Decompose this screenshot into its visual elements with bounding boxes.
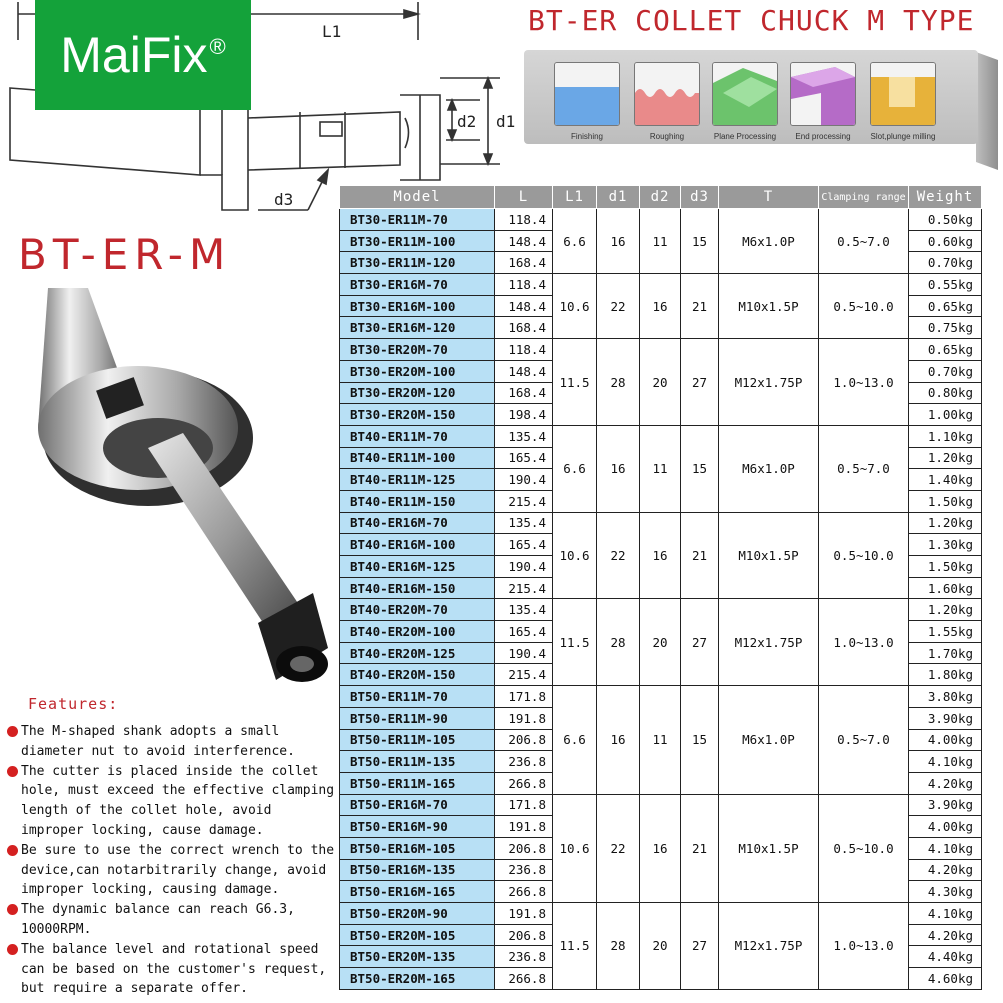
header-t: T <box>719 186 819 209</box>
l-cell: 168.4 <box>495 252 553 274</box>
d1-cell: 22 <box>597 512 640 599</box>
l-cell: 215.4 <box>495 577 553 599</box>
model-cell: BT50-ER20M-135 <box>340 946 495 968</box>
table-row <box>340 512 982 534</box>
weight-cell: 1.70kg <box>909 642 982 664</box>
l-cell: 135.4 <box>495 425 553 447</box>
l1-cell: 10.6 <box>553 512 597 599</box>
model-cell: BT40-ER20M-125 <box>340 642 495 664</box>
weight-cell: 0.70kg <box>909 252 982 274</box>
spec-table <box>339 185 982 990</box>
d3-cell: 27 <box>681 903 719 990</box>
l-cell: 135.4 <box>495 599 553 621</box>
thread-cell: M6x1.0P <box>719 425 819 512</box>
weight-cell: 1.20kg <box>909 447 982 469</box>
d2-cell: 16 <box>640 794 681 902</box>
feature-item: The cutter is placed inside the collet hole, must exceed the effective clamping length of the collet hole, avoid improper locking, cause damage. <box>6 762 338 841</box>
weight-cell: 1.10kg <box>909 425 982 447</box>
d3-label: d3 <box>274 190 294 209</box>
processing-label: Plane Processing <box>713 132 777 141</box>
model-cell: BT40-ER16M-150 <box>340 577 495 599</box>
model-cell: BT30-ER20M-120 <box>340 382 495 404</box>
l-cell: 118.4 <box>495 274 553 296</box>
table-row <box>340 209 982 231</box>
model-cell: BT40-ER20M-100 <box>340 621 495 643</box>
weight-cell: 1.00kg <box>909 404 982 426</box>
d2-cell: 20 <box>640 599 681 686</box>
processing-roughing <box>634 62 700 141</box>
d2-cell: 20 <box>640 903 681 990</box>
model-cell: BT50-ER20M-105 <box>340 924 495 946</box>
spec-table-body <box>340 209 982 990</box>
l-cell: 236.8 <box>495 946 553 968</box>
l-cell: 148.4 <box>495 360 553 382</box>
l-cell: 236.8 <box>495 859 553 881</box>
d2-cell: 11 <box>640 686 681 794</box>
model-cell: BT30-ER11M-70 <box>340 209 495 231</box>
l1-cell: 6.6 <box>553 209 597 274</box>
d3-cell: 21 <box>681 274 719 339</box>
d3-cell: 15 <box>681 686 719 794</box>
l1-cell: 10.6 <box>553 794 597 902</box>
clamping-range-cell: 0.5~10.0 <box>819 794 909 902</box>
l-cell: 118.4 <box>495 339 553 361</box>
weight-cell: 0.75kg <box>909 317 982 339</box>
d3-cell: 21 <box>681 794 719 902</box>
weight-cell: 0.60kg <box>909 230 982 252</box>
processing-plane <box>712 62 778 141</box>
header-d2: d2 <box>640 186 681 209</box>
d3-cell: 21 <box>681 512 719 599</box>
header-l: L <box>495 186 553 209</box>
d1-label: d1 <box>496 112 516 131</box>
d1-cell: 16 <box>597 209 640 274</box>
feature-item: The balance level and rotational speed can be based on the customer's request, but require a separate offer. <box>6 940 338 999</box>
l-cell: 215.4 <box>495 490 553 512</box>
roughing-icon <box>634 62 700 126</box>
l-cell: 165.4 <box>495 534 553 556</box>
weight-cell: 1.50kg <box>909 490 982 512</box>
processing-label: Finishing <box>570 132 603 141</box>
l1-label: L1 <box>322 22 342 41</box>
l1-cell: 11.5 <box>553 903 597 990</box>
d1-cell: 16 <box>597 686 640 794</box>
model-cell: BT50-ER11M-135 <box>340 751 495 773</box>
d3-cell: 15 <box>681 209 719 274</box>
thread-cell: M6x1.0P <box>719 686 819 794</box>
processing-end <box>790 62 856 141</box>
model-cell: BT30-ER16M-100 <box>340 295 495 317</box>
model-cell: BT40-ER16M-100 <box>340 534 495 556</box>
header-model: Model <box>340 186 495 209</box>
weight-cell: 1.50kg <box>909 556 982 578</box>
weight-cell: 3.80kg <box>909 686 982 708</box>
table-row <box>340 339 982 361</box>
weight-cell: 1.20kg <box>909 512 982 534</box>
d1-cell: 22 <box>597 794 640 902</box>
model-cell: BT40-ER20M-70 <box>340 599 495 621</box>
header-l1: L1 <box>553 186 597 209</box>
model-cell: BT50-ER16M-105 <box>340 837 495 859</box>
d2-cell: 11 <box>640 209 681 274</box>
l1-cell: 11.5 <box>553 599 597 686</box>
l-cell: 190.4 <box>495 469 553 491</box>
plane-processing-icon <box>712 62 778 126</box>
model-cell: BT30-ER11M-120 <box>340 252 495 274</box>
l-cell: 148.4 <box>495 295 553 317</box>
weight-cell: 4.00kg <box>909 816 982 838</box>
l1-cell: 6.6 <box>553 686 597 794</box>
l1-cell: 11.5 <box>553 339 597 426</box>
model-cell: BT40-ER11M-150 <box>340 490 495 512</box>
model-cell: BT30-ER16M-70 <box>340 274 495 296</box>
l-cell: 266.8 <box>495 772 553 794</box>
l-cell: 135.4 <box>495 512 553 534</box>
thread-cell: M6x1.0P <box>719 209 819 274</box>
table-row <box>340 599 982 621</box>
l-cell: 165.4 <box>495 447 553 469</box>
weight-cell: 3.90kg <box>909 707 982 729</box>
weight-cell: 0.65kg <box>909 339 982 361</box>
features-title: Features: <box>28 695 119 713</box>
features-list <box>6 722 338 999</box>
l-cell: 206.8 <box>495 729 553 751</box>
processing-label: Slot,plunge milling <box>870 132 936 141</box>
thread-cell: M10x1.5P <box>719 512 819 599</box>
l-cell: 168.4 <box>495 382 553 404</box>
weight-cell: 4.20kg <box>909 772 982 794</box>
model-cell: BT30-ER20M-100 <box>340 360 495 382</box>
thread-cell: M12x1.75P <box>719 903 819 990</box>
model-cell: BT40-ER16M-125 <box>340 556 495 578</box>
model-cell: BT30-ER20M-150 <box>340 404 495 426</box>
table-row <box>340 686 982 708</box>
thread-cell: M12x1.75P <box>719 599 819 686</box>
d2-cell: 16 <box>640 274 681 339</box>
clamping-range-cell: 0.5~7.0 <box>819 425 909 512</box>
d2-cell: 11 <box>640 425 681 512</box>
l-cell: 215.4 <box>495 664 553 686</box>
l-cell: 206.8 <box>495 924 553 946</box>
clamping-range-cell: 1.0~13.0 <box>819 339 909 426</box>
page-title: BT-ER COLLET CHUCK M TYPE <box>528 4 975 37</box>
weight-cell: 4.10kg <box>909 903 982 925</box>
l-cell: 191.8 <box>495 903 553 925</box>
d1-cell: 16 <box>597 425 640 512</box>
weight-cell: 0.80kg <box>909 382 982 404</box>
d2-label: d2 <box>457 112 477 131</box>
d2-cell: 20 <box>640 339 681 426</box>
product-photo <box>8 288 338 698</box>
d3-cell: 27 <box>681 339 719 426</box>
processing-slot <box>870 62 936 141</box>
feature-item: The M-shaped shank adopts a small diameter nut to avoid interference. <box>6 722 338 762</box>
header-clamping-range: Clamping range <box>819 186 909 209</box>
weight-cell: 0.55kg <box>909 274 982 296</box>
l-cell: 118.4 <box>495 209 553 231</box>
processing-panel <box>524 50 978 144</box>
model-cell: BT50-ER16M-135 <box>340 859 495 881</box>
model-cell: BT50-ER11M-105 <box>340 729 495 751</box>
weight-cell: 1.55kg <box>909 621 982 643</box>
model-cell: BT50-ER11M-165 <box>340 772 495 794</box>
registered-mark: ® <box>209 34 226 59</box>
clamping-range-cell: 0.5~10.0 <box>819 512 909 599</box>
d3-cell: 27 <box>681 599 719 686</box>
l-cell: 266.8 <box>495 968 553 990</box>
model-cell: BT40-ER16M-70 <box>340 512 495 534</box>
weight-cell: 0.70kg <box>909 360 982 382</box>
feature-item: The dynamic balance can reach G6.3, 10000RPM. <box>6 900 338 940</box>
weight-cell: 0.65kg <box>909 295 982 317</box>
weight-cell: 1.30kg <box>909 534 982 556</box>
d1-cell: 22 <box>597 274 640 339</box>
header-d3: d3 <box>681 186 719 209</box>
product-name: BT-ER-M <box>18 230 232 279</box>
d2-cell: 16 <box>640 512 681 599</box>
model-cell: BT50-ER11M-70 <box>340 686 495 708</box>
model-cell: BT50-ER16M-70 <box>340 794 495 816</box>
table-row <box>340 425 982 447</box>
d1-cell: 28 <box>597 903 640 990</box>
brand-name: MaiFix <box>60 27 208 83</box>
processing-panel-side <box>976 52 998 170</box>
l-cell: 171.8 <box>495 686 553 708</box>
model-cell: BT40-ER11M-125 <box>340 469 495 491</box>
l-cell: 168.4 <box>495 317 553 339</box>
feature-item: Be sure to use the correct wrench to the device,can notarbitrarily change, avoid improper locking, causing damage. <box>6 841 338 900</box>
l1-cell: 6.6 <box>553 425 597 512</box>
l-cell: 171.8 <box>495 794 553 816</box>
model-cell: BT40-ER11M-70 <box>340 425 495 447</box>
table-header-row <box>340 186 982 209</box>
l1-cell: 10.6 <box>553 274 597 339</box>
table-row <box>340 274 982 296</box>
processing-label: Roughing <box>649 132 685 141</box>
thread-cell: M12x1.75P <box>719 339 819 426</box>
model-cell: BT30-ER20M-70 <box>340 339 495 361</box>
processing-finishing <box>554 62 620 141</box>
l-cell: 165.4 <box>495 621 553 643</box>
l-cell: 198.4 <box>495 404 553 426</box>
table-row <box>340 903 982 925</box>
model-cell: BT30-ER11M-100 <box>340 230 495 252</box>
model-cell: BT50-ER16M-90 <box>340 816 495 838</box>
table-row <box>340 794 982 816</box>
thread-cell: M10x1.5P <box>719 274 819 339</box>
weight-cell: 1.20kg <box>909 599 982 621</box>
thread-cell: M10x1.5P <box>719 794 819 902</box>
brand-logo <box>35 0 251 110</box>
l-cell: 148.4 <box>495 230 553 252</box>
header-weight: Weight <box>909 186 982 209</box>
weight-cell: 4.10kg <box>909 837 982 859</box>
weight-cell: 4.20kg <box>909 859 982 881</box>
header-d1: d1 <box>597 186 640 209</box>
model-cell: BT40-ER20M-150 <box>340 664 495 686</box>
model-cell: BT50-ER11M-90 <box>340 707 495 729</box>
clamping-range-cell: 0.5~10.0 <box>819 274 909 339</box>
weight-cell: 1.40kg <box>909 469 982 491</box>
clamping-range-cell: 1.0~13.0 <box>819 599 909 686</box>
weight-cell: 4.00kg <box>909 729 982 751</box>
processing-label: End processing <box>795 132 851 141</box>
d1-cell: 28 <box>597 339 640 426</box>
weight-cell: 4.60kg <box>909 968 982 990</box>
l-cell: 191.8 <box>495 707 553 729</box>
l-cell: 236.8 <box>495 751 553 773</box>
weight-cell: 4.10kg <box>909 751 982 773</box>
l-cell: 191.8 <box>495 816 553 838</box>
l-cell: 190.4 <box>495 642 553 664</box>
weight-cell: 4.40kg <box>909 946 982 968</box>
finishing-icon <box>554 62 620 126</box>
weight-cell: 3.90kg <box>909 794 982 816</box>
clamping-range-cell: 0.5~7.0 <box>819 686 909 794</box>
model-cell: BT30-ER16M-120 <box>340 317 495 339</box>
weight-cell: 0.50kg <box>909 209 982 231</box>
l-cell: 266.8 <box>495 881 553 903</box>
d3-cell: 15 <box>681 425 719 512</box>
weight-cell: 1.60kg <box>909 577 982 599</box>
model-cell: BT50-ER20M-90 <box>340 903 495 925</box>
model-cell: BT50-ER16M-165 <box>340 881 495 903</box>
weight-cell: 4.30kg <box>909 881 982 903</box>
l-cell: 206.8 <box>495 837 553 859</box>
clamping-range-cell: 0.5~7.0 <box>819 209 909 274</box>
model-cell: BT50-ER20M-165 <box>340 968 495 990</box>
l-cell: 190.4 <box>495 556 553 578</box>
model-cell: BT40-ER11M-100 <box>340 447 495 469</box>
clamping-range-cell: 1.0~13.0 <box>819 903 909 990</box>
end-processing-icon <box>790 62 856 126</box>
weight-cell: 4.20kg <box>909 924 982 946</box>
d1-cell: 28 <box>597 599 640 686</box>
weight-cell: 1.80kg <box>909 664 982 686</box>
slot-milling-icon <box>870 62 936 126</box>
